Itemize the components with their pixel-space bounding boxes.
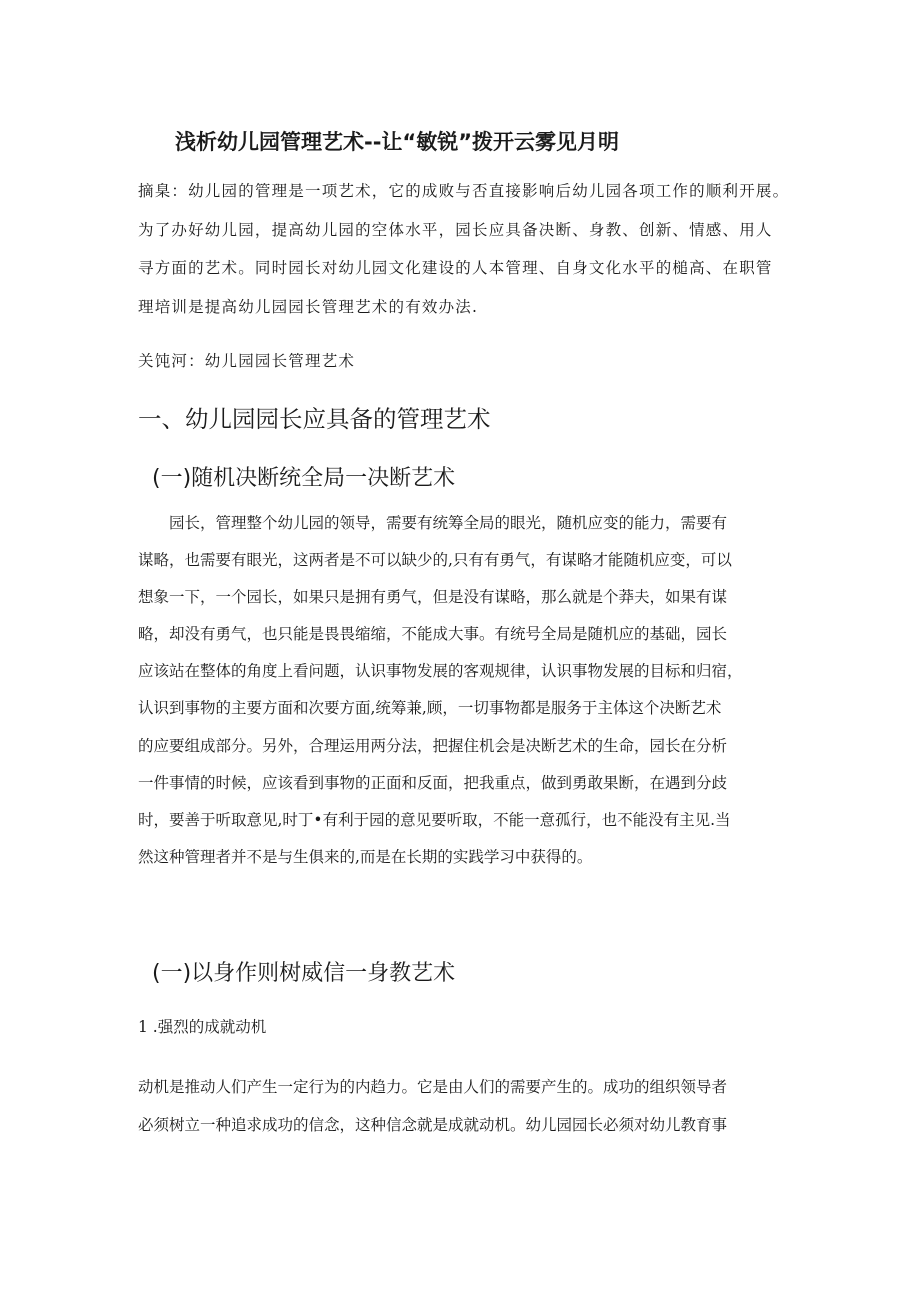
paragraph-line: 的应要组成部分。另外，合理运用两分法，把握住机会是决断艺术的生命，园长在分析: [138, 736, 728, 755]
subsection-heading: (一)随机决断统全局一决断艺术: [152, 466, 456, 491]
paragraph-line: 认识到事物的主要方面和次要方面,统筹兼,顾，一切事物都是服务于主体这个决断艺术: [138, 699, 722, 718]
paragraph-line: 必须树立一种追求成功的信念，这种信念就是成就动机。幼儿园园长必须对幼儿教育事: [138, 1116, 728, 1134]
abstract-line: 为了办好幼儿园，提高幼儿园的空体水平，园长应具备决断、身教、创新、情感、用人: [138, 220, 773, 239]
document-title: 浅析幼儿园管理艺术--让“敏锐”拨开云雾见月明: [175, 130, 620, 154]
paragraph-line: 应该站在整体的角度上看问题，认识事物发展的客观规律，认识事物发展的目标和归宿，: [138, 662, 743, 681]
paragraph-line: 一件事情的时候，应该看到事物的正面和反面，把我重点，做到勇敢果断，在遇到分歧: [138, 773, 728, 792]
paragraph-line: 时，要善于听取意见,时丁•有利于园的意见要听取，不能一意孤行，也不能没有主见.当: [138, 810, 731, 829]
abstract-line: 理培训是提高幼儿园园长管理艺术的有效办法.: [138, 297, 479, 316]
paragraph-line: 谋略，也需要有眼光，这两者是不可以缺少的,只有有勇气，有谋略才能随机应变，可以: [138, 551, 732, 570]
abstract-line: 摘臬：幼儿园的管理是一项艺术，它的成败与否直接影响后幼儿园各项工作的顺利开展。: [138, 182, 790, 200]
subsection-heading: (一)以身作则树威信一身教艺术: [152, 961, 456, 986]
paragraph-line: 园长，管理整个幼儿园的领导，需要有统筹全局的眼光，随机应变的能力，需要有: [138, 514, 728, 532]
paragraph-line: 然这种管理者并不是与生俱来的,而是在长期的实践学习中获得的。: [138, 847, 593, 866]
body-paragraph: [138, 505, 788, 876]
paragraph-line: 略，却没有勇气，也只能是畏畏缩缩，不能成大事。有统号全局是随机应的基础，园长: [138, 625, 728, 644]
keywords: 关饨河：幼儿园园长管理艺术: [138, 352, 356, 370]
section-heading: 一、幼儿园园长应具备的管理艺术: [138, 405, 491, 433]
item-heading: 1 .强烈的成就动机: [138, 1018, 267, 1036]
body-paragraph: [138, 1068, 788, 1144]
paragraph-line: 动机是推动人们产生一定行为的内趋力。它是由人们的需要产生的。成功的组织领导者: [138, 1078, 728, 1096]
paragraph-line: 想象一下，一个园长，如果只是拥有勇气，但是没有谋略，那么就是个莽夫，如果有谋: [138, 588, 728, 607]
abstract: [138, 172, 798, 326]
abstract-line: 寻方面的艺术。同时园长对幼儿园文化建设的人本管理、自身文化水平的槌高、在职管: [138, 259, 773, 277]
